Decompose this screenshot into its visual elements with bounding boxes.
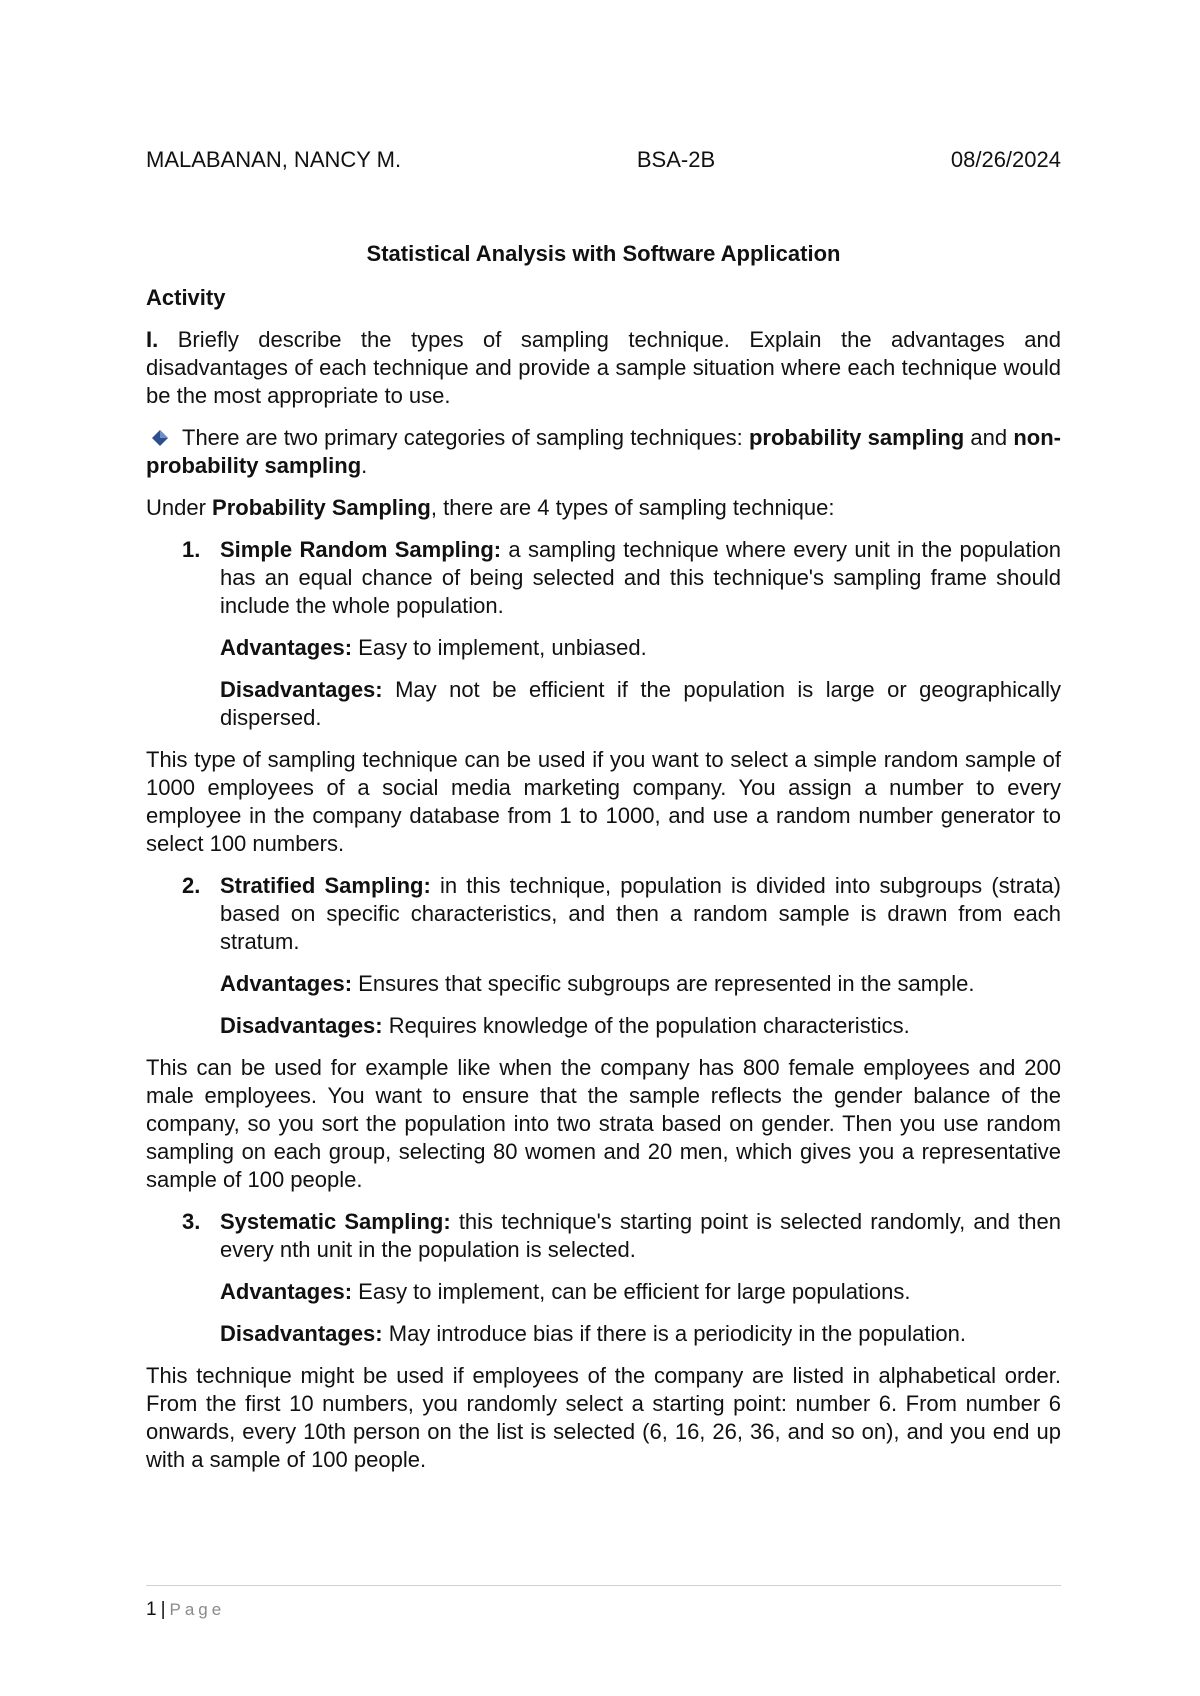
list-number: 2. — [182, 873, 201, 898]
list-item — [146, 872, 1061, 956]
disadvantages — [220, 1012, 1061, 1040]
advantages-label: Advantages: — [220, 971, 353, 996]
under-probability — [146, 494, 1061, 522]
document-title: Statistical Analysis with Software Application — [366, 241, 841, 266]
example-paragraph: This type of sampling technique can be used if you want to select a simple random sample of 1000 employees of a social media marketing company. You assign a number to every employee in the company database from 1 to 1000, and use a random number generator to select 100 numbers. — [146, 747, 1061, 856]
intro-text-end: . — [361, 453, 368, 478]
document-page — [146, 146, 1061, 1474]
list-item — [146, 536, 1061, 620]
under-pre: Under — [146, 495, 213, 520]
under-post: , there are 4 types of sampling technique: — [430, 495, 835, 520]
advantages-text: Ensures that specific subgroups are represented in the sample. — [352, 971, 975, 996]
list-item — [146, 1208, 1061, 1264]
advantages — [220, 970, 1061, 998]
advantages — [220, 634, 1061, 662]
disadvantages-text: Requires knowledge of the population characteristics. — [382, 1013, 910, 1038]
list-body — [220, 872, 1061, 956]
under-bold: Probability Sampling — [212, 495, 431, 520]
disadvantages-text: May introduce bias if there is a periodicity in the population. — [382, 1321, 966, 1346]
list-body — [220, 536, 1061, 620]
disadvantages — [220, 676, 1061, 732]
disadvantages-text: May not be efficient if the population is large or geographically dispersed. — [220, 677, 1061, 730]
definition: this technique's starting point is selected randomly, and then every nth unit in the population is selected. — [220, 1209, 1061, 1262]
term: Simple Random Sampling: — [220, 537, 502, 562]
definition: a sampling technique where every unit in the population has an equal chance of being selected and this technique's sampling frame should include the whole population. — [220, 537, 1061, 618]
footer-separator: | — [160, 1599, 166, 1620]
list-body — [220, 1208, 1061, 1264]
term: Stratified Sampling: — [220, 873, 431, 898]
example-paragraph: This technique might be used if employees of the company are listed in alphabetical order. From the first 10 numbers, you randomly select a starting point: number 6. From number 6 onwards, every 10th person on the list is selected (6, 16, 26, 36, and so on), and you end up with a sample of 100 people. — [146, 1363, 1061, 1472]
intro-text-and: and — [964, 425, 1014, 450]
page-footer — [146, 1585, 1061, 1624]
definition: in this technique, population is divided into subgroups (strata) based on specific characteristics, and then a random sample is drawn from each stratum. — [220, 873, 1061, 954]
question-number: I. — [146, 327, 159, 352]
disadvantages-label: Disadvantages: — [220, 1321, 383, 1346]
intro-text: There are two primary categories of sampling techniques: — [182, 425, 749, 450]
header-row — [146, 146, 1061, 174]
advantages-text: Easy to implement, can be efficient for large populations. — [352, 1279, 911, 1304]
example-paragraph: This can be used for example like when the company has 800 female employees and 200 male employees. You want to ensure that the sample reflects the gender balance of the company, so you sort the population into two strata based on gender. Then you use random sampling on each group, selecting 80 women and 20 men, which gives you a representative sample of 100 people. — [146, 1055, 1061, 1192]
disadvantages — [220, 1320, 1061, 1348]
date: 08/26/2024 — [950, 147, 1061, 172]
intro-bold-nonprobability: non-probability sampling — [146, 425, 1062, 478]
section-code: BSA-2B — [636, 147, 716, 172]
intro-bold-probability: probability sampling — [748, 425, 965, 450]
term: Systematic Sampling: — [220, 1209, 451, 1234]
advantages-label: Advantages: — [220, 635, 353, 660]
advantages-label: Advantages: — [220, 1279, 353, 1304]
page-number: 1 — [146, 1599, 157, 1620]
list-number: 3. — [182, 1209, 201, 1234]
question-text: Briefly describe the types of sampling technique. Explain the advantages and disadvantages of each technique and provide a sample situation where each technique would be the most appropriate to use. — [146, 327, 1061, 408]
disadvantages-label: Disadvantages: — [220, 677, 383, 702]
advantages — [220, 1278, 1061, 1306]
activity-heading: Activity — [146, 285, 226, 310]
page-label: Page — [169, 1600, 226, 1619]
intro-bullet — [146, 424, 1061, 480]
student-name: MALABANAN, NANCY M. — [146, 147, 402, 172]
list-number: 1. — [182, 537, 201, 562]
diamond-bullet-icon — [152, 430, 168, 446]
disadvantages-label: Disadvantages: — [220, 1013, 383, 1038]
question — [146, 326, 1061, 410]
advantages-text: Easy to implement, unbiased. — [352, 635, 647, 660]
